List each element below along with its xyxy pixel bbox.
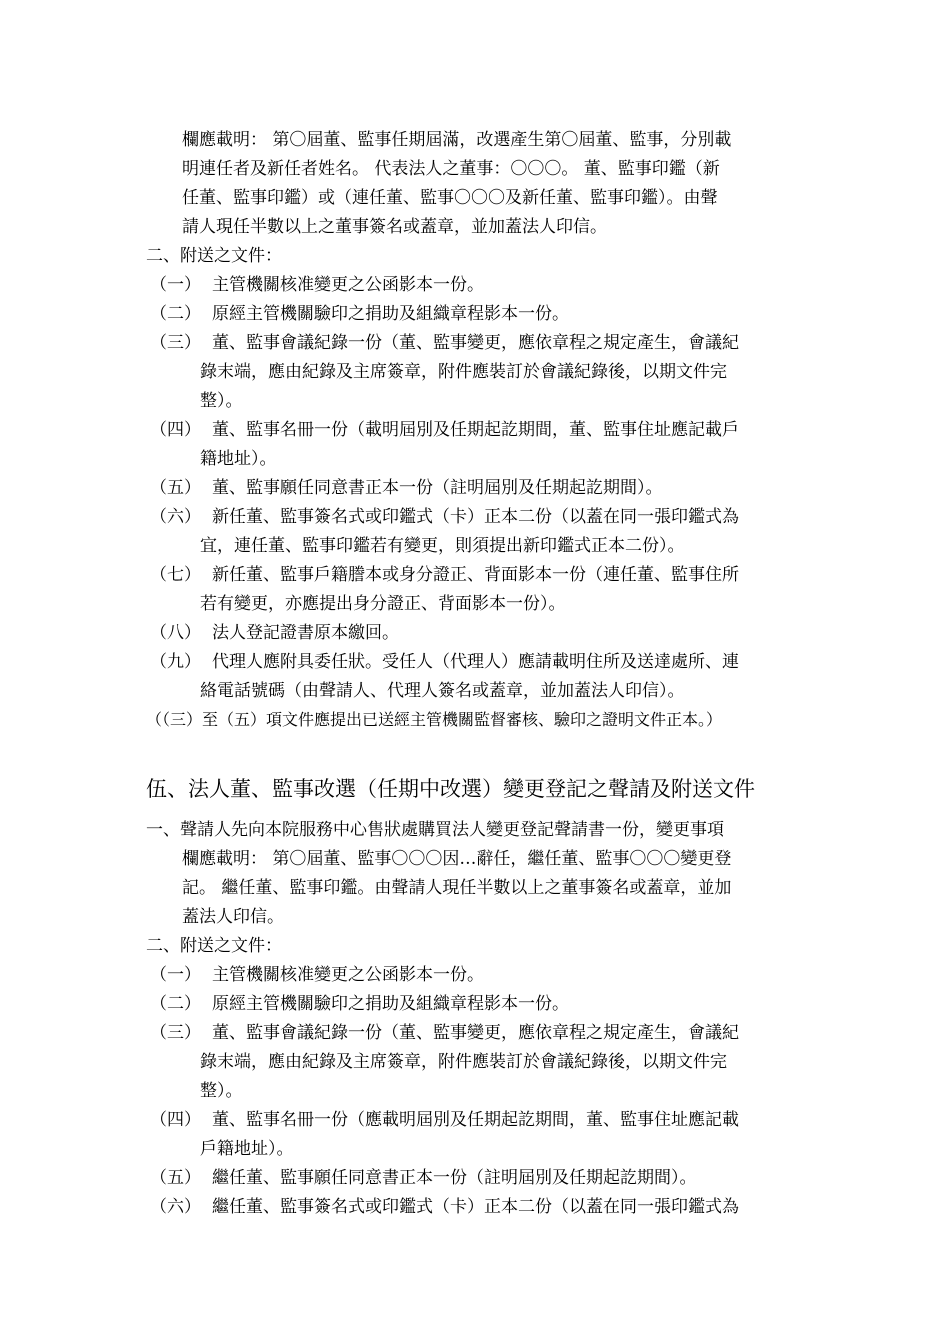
column-note-line: 任董、監事印鑑）或（連任董、監事〇〇〇及新任董、監事印鑑）。由聲 — [182, 188, 718, 208]
item-number: （一） — [150, 275, 201, 295]
item-text: 主管機關核准變更之公函影本一份。 — [212, 275, 484, 295]
item-text: 董、監事會議紀錄一份（董、監事變更，應依章程之規定產生，會議紀 — [212, 333, 739, 353]
column-note-line: 明連任者及新任者姓名。 代表法人之董事：〇〇〇。 董、監事印鑑（新 — [182, 159, 720, 179]
item-text: 整）。 — [200, 1081, 243, 1101]
item-text: 新任董、監事戶籍謄本或身分證正、背面影本一份（連任董、監事住所 — [212, 565, 739, 585]
item-text: 繼任董、監事願任同意書正本一份（註明屆別及任期起訖期間）。 — [212, 1168, 697, 1188]
item-number: （五） — [150, 1168, 201, 1188]
item-text: 戶籍地址）。 — [200, 1139, 294, 1159]
item-text: 宜，連任董、監事印鑑若有變更，則須提出新印鑑式正本二份）。 — [200, 536, 685, 556]
item1-line: 一、聲請人先向本院服務中心售狀處購買法人變更登記聲請書一份，變更事項 — [146, 820, 724, 840]
item-text: 錄末端，應由紀錄及主席簽章，附件應裝訂於會議紀錄後，以期文件完 — [200, 362, 727, 382]
item-text: 董、監事願任同意書正本一份（註明屆別及任期起訖期間）。 — [212, 478, 663, 498]
item-text: 原經主管機關驗印之捐助及組織章程影本一份。 — [212, 304, 569, 324]
item-text: 法人登記證書原本繳回。 — [212, 623, 399, 643]
attachments-title: 二、附送之文件： — [146, 246, 282, 266]
item-number: （四） — [150, 420, 201, 440]
item-number: （六） — [150, 1197, 201, 1217]
item-text: 董、監事會議紀錄一份（董、監事變更，應依章程之規定產生，會議紀 — [212, 1023, 739, 1043]
item-number: （四） — [150, 1110, 201, 1130]
item-text: 董、監事名冊一份（應載明屆別及任期起訖期間，董、監事住址應記載 — [212, 1110, 739, 1130]
item-number: （二） — [150, 304, 201, 324]
column-note-line: 欄應載明： 第〇屆董、監事任期屆滿，改選產生第〇屆董、監事，分別載 — [182, 130, 732, 150]
item-number: （七） — [150, 565, 201, 585]
column-note-line: 請人現任半數以上之董事簽名或蓋章，並加蓋法人印信。 — [182, 217, 607, 237]
item-text: 錄末端，應由紀錄及主席簽章，附件應裝訂於會議紀錄後，以期文件完 — [200, 1052, 727, 1072]
item-number: （六） — [150, 507, 201, 527]
item-number: （五） — [150, 478, 201, 498]
item1-line: 記。 繼任董、監事印鑑。由聲請人現任半數以上之董事簽名或蓋章，並加 — [182, 878, 732, 898]
item-text: 董、監事名冊一份（載明屆別及任期起訖期間，董、監事住址應記載戶 — [212, 420, 739, 440]
item-text: 籍地址）。 — [200, 449, 277, 469]
item-text: 整）。 — [200, 391, 243, 411]
item-text: 絡電話號碼（由聲請人、代理人簽名或蓋章，並加蓋法人印信）。 — [200, 681, 685, 701]
item1-line: 蓋法人印信。 — [182, 907, 284, 927]
item1-line: 欄應載明： 第〇屆董、監事〇〇〇因…辭任，繼任董、監事〇〇〇變更登 — [182, 849, 732, 869]
item-text: 主管機關核准變更之公函影本一份。 — [212, 965, 484, 985]
item-number: （八） — [150, 623, 201, 643]
item-text: 代理人應附具委任狀。受任人（代理人）應請載明住所及送達處所、連 — [212, 652, 739, 672]
item-text: 若有變更，亦應提出身分證正、背面影本一份）。 — [200, 594, 566, 614]
item-number: （一） — [150, 965, 201, 985]
documents-note: （（三）至（五）項文件應提出已送經主管機關監督審核、驗印之證明文件正本。） — [146, 710, 723, 729]
item-number: （三） — [150, 333, 201, 353]
item-text: 繼任董、監事簽名式或印鑑式（卡）正本二份（以蓋在同一張印鑑式為 — [212, 1197, 739, 1217]
section-heading: 伍、法人董、監事改選（任期中改選）變更登記之聲請及附送文件 — [146, 777, 755, 801]
item-number: （二） — [150, 994, 201, 1014]
item-number: （九） — [150, 652, 201, 672]
item-text: 原經主管機關驗印之捐助及組織章程影本一份。 — [212, 994, 569, 1014]
item-number: （三） — [150, 1023, 201, 1043]
attachments-title: 二、附送之文件： — [146, 936, 282, 956]
item-text: 新任董、監事簽名式或印鑑式（卡）正本二份（以蓋在同一張印鑑式為 — [212, 507, 739, 527]
